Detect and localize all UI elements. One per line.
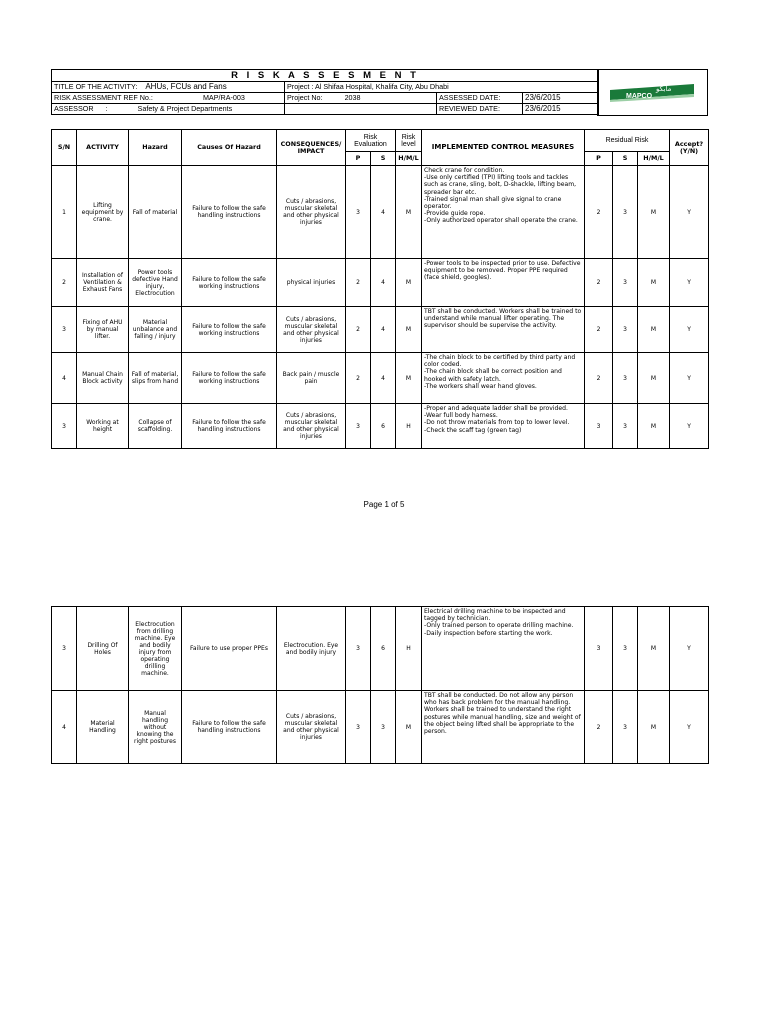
- residual-p-cell: 2: [585, 307, 613, 353]
- control-cell: TBT shall be conducted. Workers shall be trained to understand while manual lifter operating. The supervisor should be supervise the activity.: [422, 307, 585, 353]
- table-row: [52, 259, 709, 307]
- document-title: R I S K A S S E S M E N T: [52, 70, 599, 82]
- col-causes: Causes Of Hazard: [182, 130, 277, 166]
- residual-p-cell: 2: [585, 259, 613, 307]
- causes-cell: Failure to follow the safe working instructions: [182, 353, 277, 404]
- activity-cell: Drilling Of Holes: [77, 607, 129, 691]
- level-cell: H: [396, 404, 422, 449]
- level-cell: H: [396, 607, 422, 691]
- causes-cell: Failure to follow the safe working instructions: [182, 259, 277, 307]
- hazard-cell: Fall of material, slips from hand: [129, 353, 182, 404]
- assessed-date-value: 23/6/2015: [523, 93, 599, 104]
- activity-cell: Working at height: [77, 404, 129, 449]
- col-hml: H/M/L: [396, 152, 422, 166]
- hazard-cell: Fall of material: [129, 166, 182, 259]
- activity-label: TITLE OF THE ACTIVITY:: [54, 82, 138, 91]
- table-row: [52, 166, 709, 259]
- table-row: [52, 607, 709, 691]
- residual-s-cell: 3: [613, 166, 638, 259]
- p-cell: 3: [346, 691, 371, 764]
- risk-table-page2: [51, 606, 709, 764]
- project-no-value: 2038: [344, 93, 361, 102]
- ref-cell: [52, 93, 285, 104]
- level-cell: M: [396, 353, 422, 404]
- risk-table-page1: [51, 129, 709, 449]
- activity-cell: Installation of Ventilation & Exhaust Fans: [77, 259, 129, 307]
- p-cell: 3: [346, 166, 371, 259]
- p-cell: 3: [346, 607, 371, 691]
- activity-cell: Fixing of AHU by manual lifter.: [77, 307, 129, 353]
- table-row: [52, 307, 709, 353]
- ref-label: RISK ASSESSMENT REF No.:: [54, 93, 153, 102]
- logo-text: MAPCO: [626, 93, 653, 100]
- s-cell: 6: [371, 404, 396, 449]
- causes-cell: Failure to follow the safe handling instructions: [182, 691, 277, 764]
- residual-p-cell: 3: [585, 404, 613, 449]
- p-cell: 2: [346, 259, 371, 307]
- col-p: P: [346, 152, 371, 166]
- residual-s-cell: 3: [613, 404, 638, 449]
- table-row: [52, 353, 709, 404]
- assessor-cell: [52, 104, 285, 115]
- col-hazard: Hazard: [129, 130, 182, 166]
- assessor-colon: :: [105, 104, 108, 113]
- col-s: S: [371, 152, 396, 166]
- s-cell: 4: [371, 166, 396, 259]
- control-cell: -The chain block to be certified by third party and color coded. -The chain block shall be correct position and hooked with safety latch. -The workers shall wear hand gloves.: [422, 353, 585, 404]
- control-cell: Check crane for condition. -Use only certified (TPI) lifting tools and tackles such as crane, sling, bolt, D-shackle, lifting beam, spreader bar etc. -Trained signal man shall give signal to crane operator. -Provide guide rope. -Only authorized operator shall operate the crane.: [422, 166, 585, 259]
- project-name: Project : Al Shifaa Hospital, Khalifa City, Abu Dhabi: [285, 82, 599, 93]
- residual-p-cell: 2: [585, 353, 613, 404]
- col-activity: ACTIVITY: [77, 130, 129, 166]
- residual-level-cell: M: [638, 691, 670, 764]
- activity-cell: Manual Chain Block activity: [77, 353, 129, 404]
- residual-level-cell: M: [638, 607, 670, 691]
- residual-s-cell: 3: [613, 607, 638, 691]
- consequences-cell: Electrocution. Eye and bodily injury: [277, 607, 346, 691]
- sn-cell: 4: [52, 691, 77, 764]
- sn-cell: 3: [52, 307, 77, 353]
- reviewed-date-value: 23/6/2015: [523, 104, 599, 115]
- assessed-date-label: ASSESSED DATE:: [437, 93, 523, 104]
- col-risk-evaluation: Risk Evaluation: [346, 130, 396, 152]
- consequences-cell: Cuts / abrasions, muscular skeletal and other physical injuries: [277, 166, 346, 259]
- causes-cell: Failure to follow the safe handling instructions: [182, 404, 277, 449]
- activity-cell: Material Handling: [77, 691, 129, 764]
- activity-cell: Lifting equipment by crane.: [77, 166, 129, 259]
- col-residual-p: P: [585, 152, 613, 166]
- sn-cell: 2: [52, 259, 77, 307]
- s-cell: 6: [371, 607, 396, 691]
- accept-cell: Y: [670, 691, 709, 764]
- activity-value: AHUs, FCUs and Fans: [145, 82, 227, 91]
- consequences-cell: physical injuries: [277, 259, 346, 307]
- residual-s-cell: 3: [613, 353, 638, 404]
- causes-cell: Failure to follow the safe handling instructions: [182, 166, 277, 259]
- residual-s-cell: 3: [613, 691, 638, 764]
- sn-cell: 4: [52, 353, 77, 404]
- consequences-cell: Cuts / abrasions, muscular skeletal and other physical injuries: [277, 691, 346, 764]
- residual-p-cell: 3: [585, 607, 613, 691]
- ref-value: MAP/RA-003: [202, 93, 245, 102]
- residual-p-cell: 2: [585, 691, 613, 764]
- residual-s-cell: 3: [613, 259, 638, 307]
- hazard-cell: Material unbalance and falling / injury: [129, 307, 182, 353]
- col-residual-hml: H/M/L: [638, 152, 670, 166]
- consequences-cell: Cuts / abrasions, muscular skeletal and other physical injuries: [277, 307, 346, 353]
- accept-cell: Y: [670, 353, 709, 404]
- col-risk-level: Risk level: [396, 130, 422, 152]
- control-cell: TBT shall be conducted. Do not allow any person who has back problem for the manual handling. Workers shall be trained to understand the right postures while manual handling, size and weight of the object being lifted shall be appropriate to the person.: [422, 691, 585, 764]
- col-consequences: CONSEQUENCES/ IMPACT: [277, 130, 346, 166]
- control-cell: -Power tools to be inspected prior to use. Defective equipment to be removed. Proper PPE required (face shield, googles).: [422, 259, 585, 307]
- col-sn: S/N: [52, 130, 77, 166]
- level-cell: M: [396, 691, 422, 764]
- logo-box: [597, 69, 708, 116]
- consequences-cell: Cuts / abrasions, muscular skeletal and other physical injuries: [277, 404, 346, 449]
- page-number: Page 1 of 5: [363, 500, 405, 509]
- table-body-page1: [52, 166, 709, 449]
- level-cell: M: [396, 166, 422, 259]
- logo-arabic: مابكو: [656, 85, 672, 93]
- control-cell: -Proper and adequate ladder shall be provided. -Wear full body harness. -Do not throw materials from top to lower level. -Check the scaff tag (green tag): [422, 404, 585, 449]
- accept-cell: Y: [670, 259, 709, 307]
- hazard-cell: Collapse of scaffolding.: [129, 404, 182, 449]
- table-row: [52, 691, 709, 764]
- p-cell: 2: [346, 353, 371, 404]
- activity-title-cell: [52, 82, 285, 93]
- residual-level-cell: M: [638, 404, 670, 449]
- col-accept: Accept? (Y/N): [670, 130, 709, 166]
- s-cell: 4: [371, 259, 396, 307]
- reviewed-date-label: REVIEWED DATE:: [437, 104, 523, 115]
- sn-cell: 3: [52, 404, 77, 449]
- s-cell: 3: [371, 691, 396, 764]
- col-residual-risk: Residual Risk: [585, 130, 670, 152]
- col-control-measures: IMPLEMENTED CONTROL MEASURES: [422, 130, 585, 166]
- sn-cell: 3: [52, 607, 77, 691]
- company-logo: [606, 82, 698, 102]
- accept-cell: Y: [670, 166, 709, 259]
- project-no-label: Project No:: [287, 93, 323, 102]
- assessor-label: ASSESSOR: [54, 104, 94, 113]
- p-cell: 3: [346, 404, 371, 449]
- causes-cell: Failure to follow the safe working instructions: [182, 307, 277, 353]
- residual-p-cell: 2: [585, 166, 613, 259]
- empty-cell: [285, 104, 437, 115]
- sn-cell: 1: [52, 166, 77, 259]
- residual-s-cell: 3: [613, 307, 638, 353]
- project-no-cell: [285, 93, 437, 104]
- control-cell: Electrical drilling machine to be inspected and tagged by technician. -Only trained person to operate drilling machine. -Daily inspection before starting the work.: [422, 607, 585, 691]
- hazard-cell: Power tools defective Hand injury, Electrocution: [129, 259, 182, 307]
- residual-level-cell: M: [638, 307, 670, 353]
- p-cell: 2: [346, 307, 371, 353]
- accept-cell: Y: [670, 307, 709, 353]
- accept-cell: Y: [670, 607, 709, 691]
- table-body-page2: [52, 607, 709, 764]
- table-row: [52, 404, 709, 449]
- assessor-value: Safety & Project Departments: [137, 104, 233, 113]
- causes-cell: Failure to use proper PPEs: [182, 607, 277, 691]
- residual-level-cell: M: [638, 259, 670, 307]
- residual-level-cell: M: [638, 166, 670, 259]
- level-cell: M: [396, 307, 422, 353]
- residual-level-cell: M: [638, 353, 670, 404]
- hazard-cell: Manual handling without knowing the right postures: [129, 691, 182, 764]
- col-residual-s: S: [613, 152, 638, 166]
- level-cell: M: [396, 259, 422, 307]
- s-cell: 4: [371, 307, 396, 353]
- consequences-cell: Back pain / muscle pain: [277, 353, 346, 404]
- s-cell: 4: [371, 353, 396, 404]
- hazard-cell: Electrocution from drilling machine. Eye and bodily injury from operating drilling machine.: [129, 607, 182, 691]
- accept-cell: Y: [670, 404, 709, 449]
- assessment-header: [51, 69, 599, 115]
